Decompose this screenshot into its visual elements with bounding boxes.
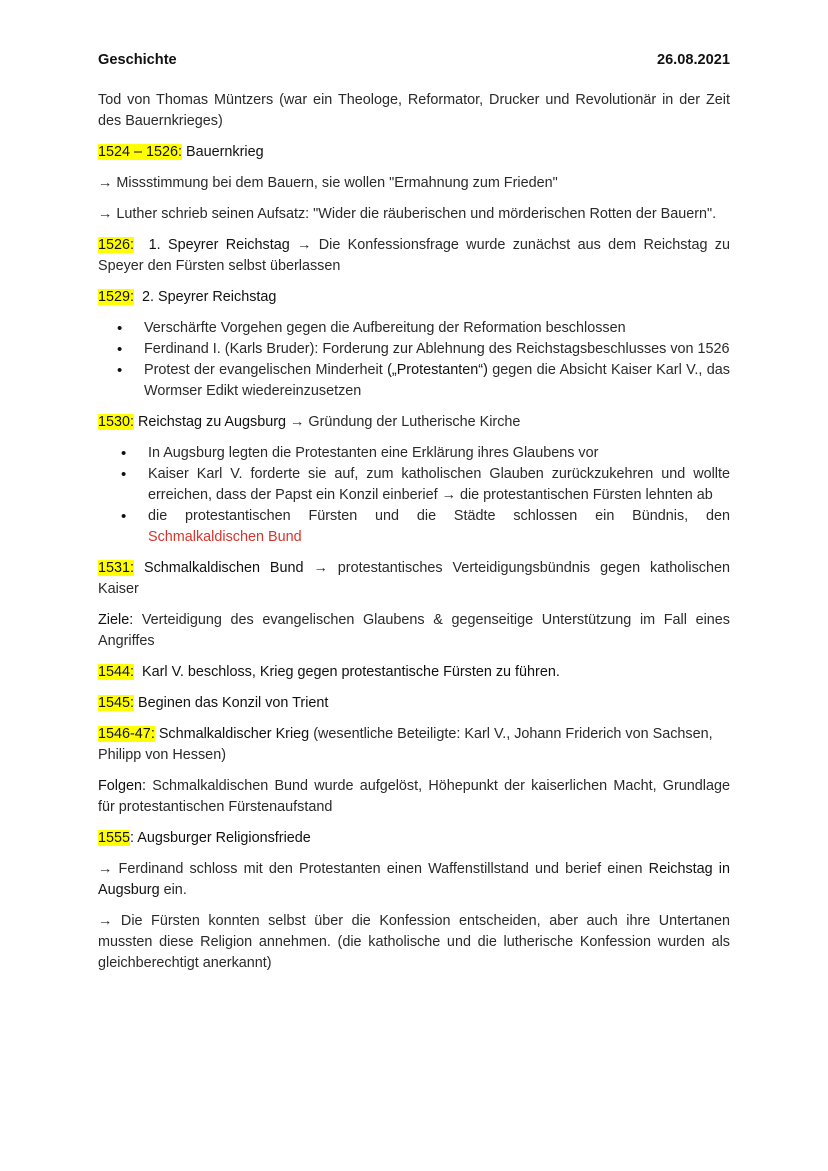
list-item: • Kaiser Karl V. forderte sie auf, zum katholischen Glauben zurückzukehren und wollte erreichen, dass der Papst ein Konzil einberief → die protestantischen Fürsten lehnten ab	[98, 464, 730, 506]
list-item-text: gegen die Absicht Kaiser Karl V., das Wormser Edikt wiedereinzusetzen	[144, 362, 731, 399]
paragraph-1524-b: → Luther schrieb seinen Aufsatz: "Wider die räuberischen und mörderischen Rotten der Bauern".	[98, 206, 717, 222]
paragraph-1545	[98, 693, 730, 714]
folgen-text: Schmalkaldischen Bund wurde aufgelöst, Höhepunkt der kaiserlichen Macht, Grundlage für protestantischen Fürstenaufstand	[98, 778, 730, 815]
intro-paragraph: Tod von Thomas Müntzers (war ein Theologe, Reformator, Drucker und Revolutionär in der Zeit des Bauernkrieges)	[98, 92, 730, 129]
paragraph-1546	[98, 724, 730, 766]
paragraph-folgen	[98, 776, 730, 818]
date-highlight-1531: 1531:	[98, 560, 135, 576]
text-1531: → protestantisches Verteidigungsbündnis gegen katholischen Kaiser	[98, 560, 731, 597]
protestanten-term: („Protestanten“)	[387, 362, 488, 378]
list-item: • Ferdinand I. (Karls Bruder): Forderung zur Ablehnung des Reichstagsbeschlusses von 1526	[98, 339, 730, 360]
text-1555-a: → Ferdinand schloss mit den Protestanten einen Waffenstillstand und berief einen	[98, 861, 643, 877]
paragraph-1526	[98, 235, 730, 277]
heading-title-1524: Bauernkrieg	[186, 144, 264, 160]
folgen-label: Folgen:	[98, 778, 146, 794]
date-highlight-1529: 1529:	[98, 289, 135, 305]
date-highlight-1524: 1524 – 1526:	[98, 144, 183, 160]
heading-title-1531: Schmalkaldischen Bund	[143, 560, 304, 576]
list-item-text: Protest der evangelischen Minderheit	[144, 362, 388, 378]
list-item-continuation	[98, 527, 730, 548]
bullet-list-1529	[98, 318, 730, 402]
list-item	[98, 360, 730, 402]
heading-1530	[98, 412, 730, 433]
date-highlight-1544: 1544:	[98, 664, 135, 680]
reichstag-augsburg-term: Reichstag in Augsburg	[98, 861, 730, 898]
paragraph-1544	[98, 662, 730, 683]
text-1530: → Gründung der Lutherische Kirche	[290, 414, 521, 430]
text-1544: Karl V. beschloss, Krieg gegen protestantische Fürsten zu führen.	[142, 664, 560, 680]
heading-title-1546: Schmalkaldischer Krieg	[158, 726, 310, 742]
document-date: 26.08.2021	[656, 52, 730, 68]
text-1526: → Die Konfessionsfrage wurde zunächst aus dem Reichstag zu Speyer den Fürsten selbst überlassen	[98, 237, 730, 274]
date-highlight-1545: 1545:	[98, 695, 135, 711]
subject-title: Geschichte	[98, 52, 177, 68]
text-1546: (wesentliche Beteiligte: Karl V., Johann Friderich von Sachsen, Philipp von Hessen)	[98, 726, 713, 763]
date-highlight-1546: 1546-47:	[98, 726, 155, 742]
paragraph-ziele	[98, 610, 730, 652]
heading-title-1526: 1. Speyrer Reichstag	[148, 237, 290, 253]
list-item: • Verschärfte Vorgehen gegen die Aufbereitung der Reformation beschlossen	[98, 318, 730, 339]
paragraph-1555-a	[98, 859, 730, 901]
paragraph-1524-a: → Missstimmung bei dem Bauern, sie wollen "Ermahnung zum Frieden"	[98, 175, 558, 191]
paragraph-1531	[98, 558, 730, 600]
ziele-text: Verteidigung des evangelischen Glaubens & gegenseitige Unterstützung im Fall eines Angriffes	[98, 612, 730, 649]
date-highlight-1555: 1555	[98, 830, 131, 846]
heading-title-1555: : Augsburger Religionsfriede	[130, 830, 311, 846]
text-1555-a-end: ein.	[163, 882, 187, 898]
paragraph-1555-b: → Die Fürsten konnten selbst über die Konfession entscheiden, aber auch ihre Untertanen mussten diese Religion annehmen. (die katholische und die lutherische Konfession wurden als gleichberechtigt anerkannt)	[98, 913, 730, 971]
document-page	[98, 50, 730, 984]
ziele-label: Ziele:	[98, 612, 134, 628]
bullet-list-1530	[98, 443, 730, 548]
heading-title-1530: Reichstag zu Augsburg	[138, 414, 287, 430]
schmalkaldischen-bund-term: Schmalkaldischen Bund	[148, 529, 302, 545]
list-item-text: die protestantischen Fürsten und die Städte schlossen ein Bündnis, den	[148, 508, 730, 524]
heading-1524	[98, 142, 730, 163]
heading-title-1529: 2. Speyrer Reichstag	[142, 289, 277, 305]
date-highlight-1526: 1526:	[98, 237, 135, 253]
text-1545: Beginen das Konzil von Trient	[138, 695, 329, 711]
heading-1529	[98, 287, 730, 308]
date-highlight-1530: 1530:	[98, 414, 135, 430]
list-item	[98, 506, 730, 527]
heading-1555	[98, 828, 730, 849]
page-header	[98, 50, 730, 71]
list-item: • In Augsburg legten die Protestanten eine Erklärung ihres Glaubens vor	[98, 443, 730, 464]
